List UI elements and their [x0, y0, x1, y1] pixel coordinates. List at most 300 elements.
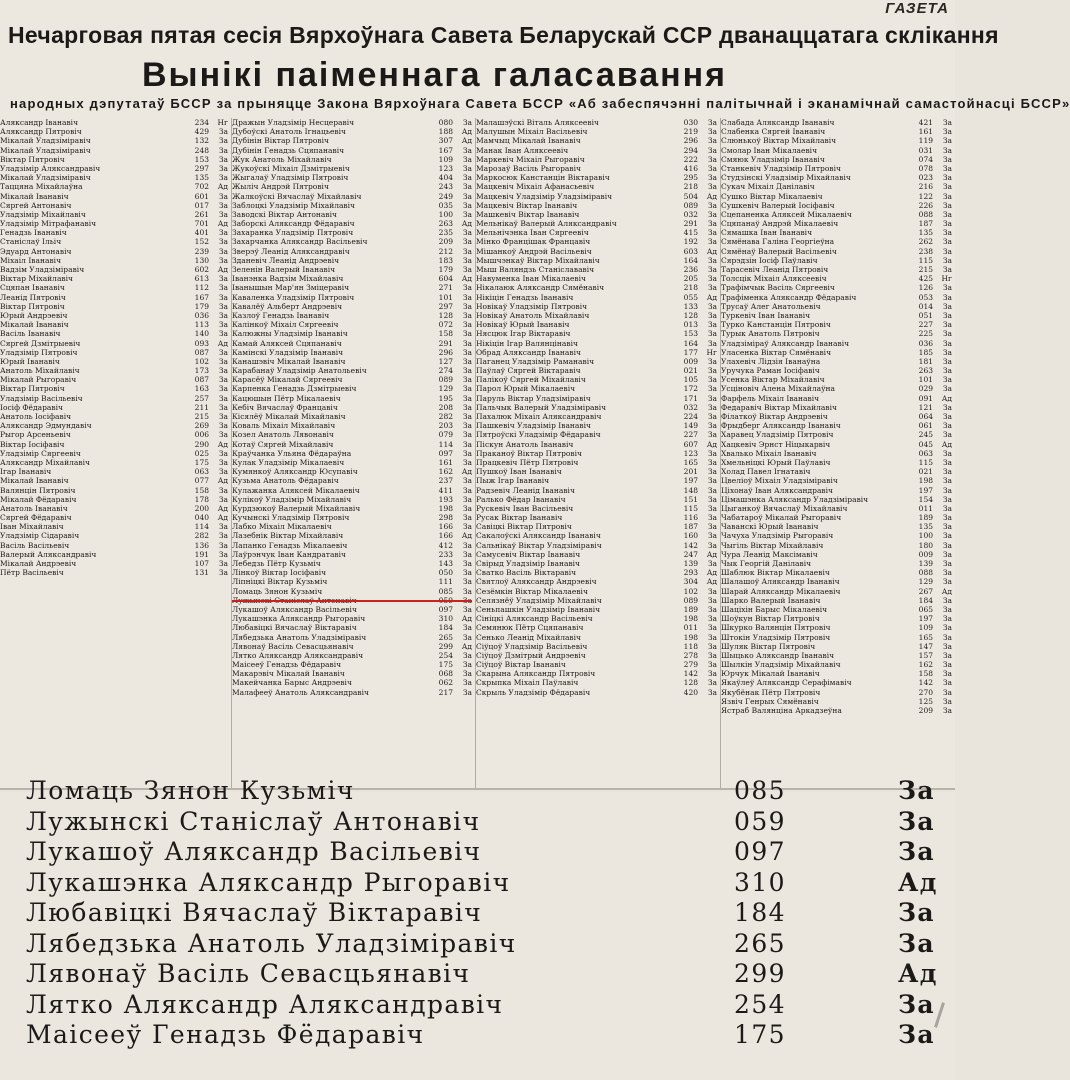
vote-result: Ад	[706, 439, 717, 449]
vote-row	[0, 458, 231, 467]
vote-result: За	[707, 623, 717, 633]
vote-row	[476, 467, 720, 476]
vote-result: За	[942, 421, 952, 431]
deputy-name: Курдзюкоў Валерый Міхайлавіч	[232, 503, 361, 513]
zoomed-vote-row	[0, 959, 955, 991]
deputy-name: Маркосюк Канстанцін Віктаравіч	[476, 173, 610, 183]
vote-result: За	[942, 595, 952, 605]
district-number: 133	[683, 301, 698, 311]
district-number: 164	[683, 338, 698, 348]
district-number: 173	[194, 366, 209, 376]
district-number: 262	[918, 237, 933, 247]
district-number: 158	[438, 329, 453, 339]
deputy-name: Лужынскі Станіслаў Антонавіч	[26, 806, 481, 836]
district-number: 118	[683, 641, 698, 651]
district-number: 247	[683, 549, 698, 559]
vote-row	[476, 201, 720, 210]
deputy-name: Кулікоў Уладзімір Міхайлавіч	[232, 494, 352, 504]
district-number: 059	[734, 806, 786, 836]
vote-result: За	[942, 513, 952, 523]
vote-result: За	[942, 531, 952, 541]
vote-row	[0, 476, 231, 485]
district-number: 254	[438, 650, 453, 660]
vote-row	[721, 182, 955, 191]
vote-row	[0, 302, 231, 311]
vote-result: За	[462, 338, 472, 348]
deputy-name: Манак Іван Аляксеевіч	[476, 145, 569, 155]
vote-result: Ад	[706, 191, 717, 201]
district-number: 184	[918, 595, 933, 605]
district-number: 185	[918, 347, 933, 357]
vote-row	[0, 522, 231, 531]
district-number: 035	[438, 200, 453, 210]
district-number: 296	[438, 347, 453, 357]
vote-row	[232, 192, 475, 201]
district-number: 153	[194, 154, 209, 164]
district-number: 179	[438, 265, 453, 274]
vote-row	[476, 421, 720, 430]
vote-result: За	[462, 485, 472, 495]
deputy-name: Аляксандр Эдмундавіч	[0, 421, 92, 431]
deputy-name: Кулажанка Аляксей Мікалаевіч	[232, 485, 360, 495]
vote-row	[0, 283, 231, 292]
deputy-name: Дубоўскі Анатоль Ігнацьевіч	[232, 127, 346, 137]
deputy-name: Філаткоў Віктар Андрэевіч	[721, 412, 828, 421]
vote-result: Ад	[461, 641, 472, 651]
district-number: 215	[194, 412, 209, 421]
vote-row	[721, 283, 955, 292]
district-number: 164	[683, 255, 698, 265]
vote-row	[721, 587, 955, 596]
vote-result: За	[707, 604, 717, 614]
vote-result: За	[218, 384, 228, 394]
vote-result: За	[707, 265, 717, 274]
district-number: 161	[918, 127, 933, 137]
vote-row	[476, 568, 720, 577]
district-number: 197	[683, 476, 698, 486]
vote-result: За	[218, 347, 228, 357]
district-number: 100	[438, 209, 453, 219]
vote-result: За	[707, 163, 717, 173]
vote-result: За	[218, 237, 228, 247]
deputy-name: Мацкевіч Віктар Іванавіч	[476, 200, 578, 210]
vote-row	[721, 155, 955, 164]
vote-result: За	[942, 457, 952, 467]
vote-result: За	[707, 209, 717, 219]
vote-row	[476, 688, 720, 697]
vote-row	[0, 192, 231, 201]
district-number: 613	[194, 274, 209, 284]
district-number: 114	[438, 439, 453, 449]
vote-result: За	[462, 476, 472, 486]
district-number: 225	[918, 329, 933, 339]
district-number: 429	[194, 127, 209, 137]
vote-row	[0, 559, 231, 568]
deputy-name: Чабатароў Мікалай Рыгоравіч	[721, 513, 842, 523]
vote-result: За	[218, 402, 228, 412]
vote-result: За	[462, 586, 472, 596]
vote-row	[0, 375, 231, 384]
deputy-name: Калюжны Уладзімір Іванавіч	[232, 329, 348, 339]
district-number: 080	[438, 118, 453, 127]
vote-row	[476, 293, 720, 302]
district-number: 121	[918, 402, 933, 412]
district-number: 152	[194, 237, 209, 247]
district-number: 129	[918, 577, 933, 587]
vote-result: За	[942, 209, 952, 219]
district-number: 116	[683, 513, 698, 523]
vote-result: За	[218, 200, 228, 210]
district-number: 187	[918, 219, 933, 229]
vote-row	[232, 118, 475, 127]
vote-row	[232, 146, 475, 155]
vote-row	[232, 577, 475, 586]
vote-result: За	[942, 696, 952, 706]
vote-result: За	[707, 384, 717, 394]
vote-result: За	[218, 568, 228, 578]
vote-row	[232, 201, 475, 210]
vote-result: За	[942, 384, 952, 394]
vote-result: За	[942, 163, 952, 173]
vote-row	[721, 495, 955, 504]
district-number: 143	[438, 559, 453, 568]
deputy-name: Рыгор Арсеньевіч	[0, 430, 71, 440]
district-number: 163	[194, 384, 209, 394]
vote-result: За	[462, 163, 472, 173]
district-number: 299	[438, 641, 453, 651]
vote-row	[721, 228, 955, 237]
vote-row	[721, 623, 955, 632]
deputy-name: Якубёнак Пётр Пятровіч	[721, 687, 821, 697]
deputy-name: Харавец Уладзімір Пятровіч	[721, 430, 834, 440]
vote-result: За	[218, 145, 228, 155]
district-number: 261	[194, 209, 209, 219]
deputy-name: Русак Віктар Іванавіч	[476, 513, 563, 523]
district-number: 270	[918, 687, 933, 697]
vote-result: За	[707, 559, 717, 568]
deputy-name: Хвалько Міхаіл Іванавіч	[721, 448, 817, 458]
vote-row	[476, 136, 720, 145]
deputy-name: Пахалюк Міхаіл Аляксандравіч	[476, 412, 602, 421]
deputy-name: Лятко Аляксандр Аляксандравіч	[232, 650, 364, 660]
deputy-name: Сальнікаў Віктар Уладзіміравіч	[476, 540, 602, 550]
deputy-name: Працкевіч Пётр Пятровіч	[476, 457, 579, 467]
vote-result: За	[898, 776, 936, 805]
deputy-name: Мыш Валяндзь Станіслававіч	[476, 265, 595, 274]
vote-row	[232, 449, 475, 458]
vote-result: За	[942, 173, 952, 183]
vote-result: За	[462, 678, 472, 688]
deputy-name: Цыганкоў Вячаслаў Міхайлавіч	[721, 503, 848, 513]
vote-result: За	[218, 485, 228, 495]
vote-row	[476, 384, 720, 393]
vote-row	[476, 486, 720, 495]
district-number: 172	[683, 384, 698, 394]
vote-result: За	[942, 402, 952, 412]
vote-row	[0, 311, 231, 320]
vote-result: Ад	[461, 467, 472, 477]
district-number: 265	[438, 632, 453, 642]
deputy-name: Сіўцоў Дзмітрый Андрэевіч	[476, 650, 586, 660]
deputy-name: Обрад Аляксандр Іванавіч	[476, 347, 581, 357]
vote-row	[476, 375, 720, 384]
vote-result: За	[707, 467, 717, 477]
deputy-name: Язвіч Генрых Сямёнавіч	[721, 696, 819, 706]
vote-result: За	[942, 292, 952, 302]
vote-row	[476, 642, 720, 651]
district-number: 097	[734, 837, 786, 866]
vote-row	[721, 458, 955, 467]
vote-row	[476, 311, 720, 320]
district-number: 425	[918, 274, 933, 284]
vote-result: За	[707, 145, 717, 155]
vote-result: За	[942, 540, 952, 550]
vote-result: Ад	[941, 586, 952, 596]
district-number: 029	[918, 384, 933, 394]
vote-result: За	[707, 595, 717, 605]
district-number: 142	[683, 540, 698, 550]
district-number: 087	[194, 375, 209, 385]
vote-result: За	[942, 467, 952, 477]
vote-row	[721, 531, 955, 540]
vote-row	[0, 339, 231, 348]
deputy-name: Сіўцоў Віктар Іванавіч	[476, 660, 566, 670]
vote-row	[232, 164, 475, 173]
district-number: 109	[918, 623, 933, 633]
deputy-name: Мікалай Рыгоравіч	[0, 375, 77, 385]
district-number: 257	[194, 393, 209, 403]
deputy-name: Пальчык Валерый Уладзіміравіч	[476, 402, 607, 412]
vote-row	[476, 164, 720, 173]
deputy-name: Каваленка Уладзімір Пятровіч	[232, 292, 355, 302]
red-underline-marker	[232, 600, 472, 602]
deputy-name: Рускевіч Іван Васільевіч	[476, 503, 574, 513]
deputy-name: Праканоў Віктар Пятровіч	[476, 448, 583, 458]
vote-result: За	[218, 136, 228, 146]
vote-row	[476, 651, 720, 660]
vote-result: За	[707, 650, 717, 660]
district-number: 189	[683, 604, 698, 614]
vote-column-1	[0, 118, 232, 788]
district-number: 105	[683, 375, 698, 385]
vote-result: За	[707, 687, 717, 697]
vote-result: За	[462, 439, 472, 449]
district-number: 111	[438, 577, 453, 587]
vote-result: Ад	[941, 393, 952, 403]
deputy-name: Мінко Францішак Францавіч	[476, 237, 591, 247]
vote-result: За	[707, 173, 717, 183]
vote-row	[232, 550, 475, 559]
vote-result: За	[942, 494, 952, 504]
vote-result: За	[942, 412, 952, 421]
district-number: 097	[438, 448, 453, 458]
vote-result: За	[942, 366, 952, 376]
vote-result: Ад	[461, 219, 472, 229]
vote-result: За	[462, 228, 472, 238]
deputy-name: Пятроўскі Уладзімір Фёдаравіч	[476, 430, 601, 440]
deputy-name: Сяргей Антонавіч	[0, 200, 72, 210]
vote-result: За	[462, 577, 472, 587]
district-number: 036	[918, 338, 933, 348]
district-number: 299	[734, 959, 786, 988]
vote-result: За	[218, 283, 228, 293]
vote-row	[0, 412, 231, 421]
deputy-name: Мышчэнкаў Віктар Міхайлавіч	[476, 255, 600, 265]
district-number: 211	[194, 402, 209, 412]
vote-result: За	[942, 706, 952, 715]
deputy-name: Козел Анатоль Лявонавіч	[232, 430, 334, 440]
district-number: 129	[438, 384, 453, 394]
district-number: 009	[918, 549, 933, 559]
deputy-name: Сушкевіч Валерый Іосіфавіч	[721, 200, 835, 210]
vote-row	[232, 320, 475, 329]
vote-row	[721, 210, 955, 219]
vote-result: За	[218, 228, 228, 238]
vote-row	[476, 366, 720, 375]
vote-result: За	[462, 669, 472, 679]
vote-result: За	[707, 219, 717, 229]
vote-row	[721, 237, 955, 246]
vote-result: За	[707, 402, 717, 412]
vote-result: За	[942, 356, 952, 366]
district-number: 293	[683, 568, 698, 578]
deputy-name: Шоўкун Віктар Пятровіч	[721, 614, 820, 624]
deputy-name: Усціновіч Алена Міхайлаўна	[721, 384, 835, 394]
district-number: 197	[918, 614, 933, 624]
deputy-name: Шылкін Уладзімір Міхайлавіч	[721, 660, 841, 670]
district-number: 166	[438, 522, 453, 532]
vote-row	[476, 247, 720, 256]
district-number: 267	[918, 586, 933, 596]
district-number: 115	[918, 255, 933, 265]
deputy-name: Сяргей Дзмітрыевіч	[0, 338, 81, 348]
district-number: 203	[438, 421, 453, 431]
vote-row	[0, 348, 231, 357]
vote-result: За	[462, 430, 472, 440]
deputy-name: Сукач Міхаіл Данілавіч	[721, 182, 815, 192]
vote-result: За	[218, 320, 228, 330]
district-number: 091	[918, 393, 933, 403]
vote-row	[232, 678, 475, 687]
district-number: 102	[194, 356, 209, 366]
deputy-name: Цвеліоў Міхаіл Уладзіміравіч	[721, 476, 838, 486]
vote-row	[476, 339, 720, 348]
deputy-name: Сямёнава Галіна Георгіеўна	[721, 237, 835, 247]
vote-row	[0, 201, 231, 210]
vote-result: За	[218, 549, 228, 559]
vote-result: За	[707, 669, 717, 679]
vote-result: Ад	[217, 265, 228, 274]
deputy-name: Уладзіміраў Аляксандр Іванавіч	[721, 338, 850, 348]
district-number: 218	[683, 283, 698, 293]
zoomed-vote-row	[0, 1020, 955, 1052]
vote-result: Ад	[706, 568, 717, 578]
deputy-name: Мікалай Уладзіміравіч	[0, 136, 91, 146]
vote-result: За	[942, 430, 952, 440]
deputy-name: Штокін Уладзімір Пятровіч	[721, 632, 831, 642]
district-number: 123	[438, 163, 453, 173]
district-number: 085	[734, 776, 786, 805]
district-number: 142	[918, 678, 933, 688]
vote-row	[721, 430, 955, 439]
vote-result: За	[707, 457, 717, 467]
vote-row	[0, 228, 231, 237]
district-number: 218	[683, 182, 698, 192]
vote-result: За	[462, 494, 472, 504]
district-number: 128	[683, 678, 698, 688]
vote-result: За	[462, 650, 472, 660]
deputy-name: Карабанаў Уладзімір Анатольевіч	[232, 366, 367, 376]
vote-result: За	[942, 650, 952, 660]
vote-result: За	[462, 283, 472, 293]
deputy-name: Толсцік Міхаіл Аляксеевіч	[721, 274, 827, 284]
vote-result: За	[707, 476, 717, 486]
deputy-name: Мішанкоў Андрэй Васільевіч	[476, 246, 592, 256]
vote-row	[476, 458, 720, 467]
deputy-name: Краўчанка Ульяна Фёдараўна	[232, 448, 352, 458]
vote-row	[721, 688, 955, 697]
vote-result: За	[462, 393, 472, 403]
vote-row	[232, 568, 475, 577]
vote-result: Ад	[461, 531, 472, 541]
vote-result: За	[462, 209, 472, 219]
district-number: 161	[438, 457, 453, 467]
vote-result: За	[218, 209, 228, 219]
vote-result: За	[942, 237, 952, 247]
district-number: 421	[918, 118, 933, 127]
vote-result: За	[942, 476, 952, 486]
vote-row	[0, 146, 231, 155]
vote-result: За	[942, 632, 952, 642]
deputy-name: Смолар Іван Мікалаевіч	[721, 145, 818, 155]
district-number: 089	[438, 375, 453, 385]
deputy-name: Лазебнік Віктар Міхайлавіч	[232, 531, 344, 541]
vote-result: За	[942, 448, 952, 458]
deputy-name: Казлоў Генадзь Іванавіч	[232, 310, 330, 320]
vote-row	[0, 237, 231, 246]
vote-row	[721, 173, 955, 182]
vote-row	[0, 541, 231, 550]
deputy-name: Новікаў Анатоль Міхайлавіч	[476, 310, 590, 320]
district-number: 278	[683, 650, 698, 660]
vote-result: За	[942, 320, 952, 330]
vote-row	[721, 247, 955, 256]
deputy-name: Свірыд Уладзімір Іванавіч	[476, 559, 581, 568]
deputy-name: Уладзімір Міхайлавіч	[0, 209, 86, 219]
deputy-name: Піскун Анатоль Іванавіч	[476, 439, 574, 449]
district-number: 263	[438, 219, 453, 229]
vote-row	[232, 366, 475, 375]
district-number: 269	[194, 421, 209, 431]
vote-result: За	[942, 145, 952, 155]
deputy-name: Васіль Іванавіч	[0, 329, 61, 339]
vote-row	[721, 449, 955, 458]
district-number: 154	[918, 494, 933, 504]
vote-row	[721, 486, 955, 495]
vote-result: За	[462, 347, 472, 357]
deputy-name: Заборскі Аляксандр Фёдаравіч	[232, 219, 355, 229]
deputy-name: Шуляк Віктар Пятровіч	[721, 641, 816, 651]
deputy-name: Семянюк Пётр Сцяпанавіч	[476, 623, 584, 633]
deputy-name: Ломаць Зянон Кузьміч	[26, 776, 355, 805]
district-number: 412	[438, 540, 453, 550]
district-number: 021	[918, 467, 933, 477]
deputy-name: Скарына Аляксандр Пятровіч	[476, 669, 596, 679]
district-number: 296	[683, 136, 698, 146]
deputy-name: Кулак Уладзімір Мікалаевіч	[232, 457, 345, 467]
district-number: 142	[683, 669, 698, 679]
vote-result: За	[942, 200, 952, 210]
